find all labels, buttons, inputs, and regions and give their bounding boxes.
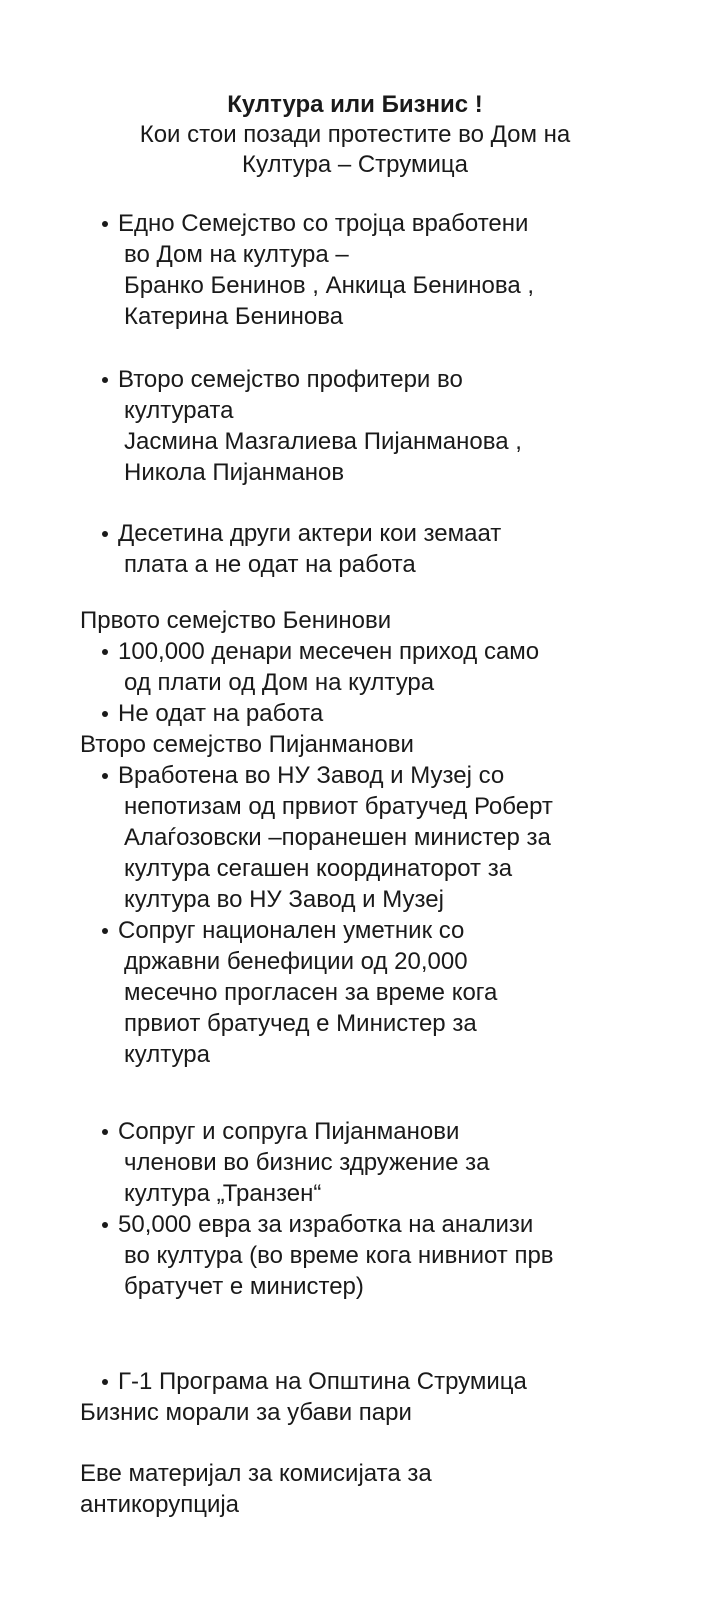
bullet-line: Сопруг и сопруга Пијанманови <box>118 1118 460 1145</box>
section-pijanman-family <box>80 729 553 1070</box>
bullet-line: во Дом на култура – <box>124 241 349 268</box>
section-heading: Првото семејство Бенинови <box>80 607 392 634</box>
document-header <box>0 90 710 180</box>
bullet-line: Катерина Бенинова <box>124 303 344 330</box>
list-item <box>100 364 522 488</box>
bullet-line: култура „Транзен“ <box>124 1180 322 1207</box>
list-item <box>100 518 501 580</box>
bullet-line: првиот братучед е Министер за <box>124 1010 477 1037</box>
bullet-family-one <box>100 208 534 332</box>
footer-line1: Еве материјал за комисијата за <box>80 1460 432 1487</box>
section-transen <box>100 1116 554 1302</box>
bullet-line: 100,000 денари месечен приход само <box>118 638 540 665</box>
list-item <box>100 760 553 915</box>
business-line: Бизнис морали за убави пари <box>80 1399 412 1426</box>
bullet-line: култура во НУ Завод и Музеј <box>124 886 444 913</box>
bullet-line: култура <box>124 1041 210 1068</box>
list-item <box>100 1366 527 1397</box>
bullet-line: културата <box>124 397 234 424</box>
list-item <box>100 1116 554 1209</box>
bullet-line: Десетина други актери кои земаат <box>118 520 502 547</box>
bullet-line: државни бенефиции од 20,000 <box>124 948 468 975</box>
bullet-line: Не одат на работа <box>118 700 324 727</box>
list-item <box>100 915 553 1070</box>
bullet-line: Јасмина Мазгалиева Пијанманова , <box>124 428 522 455</box>
bullet-family-two <box>100 364 522 488</box>
bullet-line: Второ семејство профитери во <box>118 366 463 393</box>
bullet-line: култура сегашен координаторот за <box>124 855 513 882</box>
bullet-line: Вработена во НУ Завод и Музеј со <box>118 762 505 789</box>
bullet-line: непотизам од првиот братучед Роберт <box>124 793 553 820</box>
footer-note <box>80 1458 432 1520</box>
bullet-line: месечно прогласен за време кога <box>124 979 498 1006</box>
section-benin-family <box>80 605 539 729</box>
bullet-line: 50,000 евра за изработка на анализи <box>118 1211 534 1238</box>
bullet-line: Бранко Бенинов , Анкица Бенинова , <box>124 272 535 299</box>
document-title: Култура или Бизнис ! <box>227 91 483 118</box>
bullet-line: Алаѓозовски –поранешен министер за <box>124 824 551 851</box>
document-subtitle-line2: Култура – Струмица <box>242 151 468 178</box>
footer-line2: антикорупција <box>80 1491 240 1518</box>
bullet-line: Едно Семејство со тројца вработени <box>118 210 529 237</box>
bullet-line: Г-1 Програма на Општина Струмица <box>118 1368 527 1395</box>
bullet-other-actors <box>100 518 501 580</box>
section-heading: Второ семејство Пијанманови <box>80 731 414 758</box>
bullet-line: Никола Пијанманов <box>124 459 345 486</box>
bullet-line: од плати од Дом на култура <box>124 669 435 696</box>
document-subtitle-line1: Кои стои позади протестите во Дом на <box>139 121 571 148</box>
list-item <box>100 636 539 698</box>
bullet-line: плата а не одат на работа <box>124 551 416 578</box>
list-item <box>100 1209 554 1302</box>
list-item <box>100 698 539 729</box>
bullet-line: братучет е министер) <box>124 1273 364 1300</box>
section-program <box>80 1366 527 1428</box>
bullet-line: Сопруг национален уметник со <box>118 917 465 944</box>
list-item <box>100 208 534 332</box>
bullet-line: во култура (во време кога нивниот прв <box>124 1242 554 1269</box>
bullet-line: членови во бизнис здружение за <box>124 1149 490 1176</box>
